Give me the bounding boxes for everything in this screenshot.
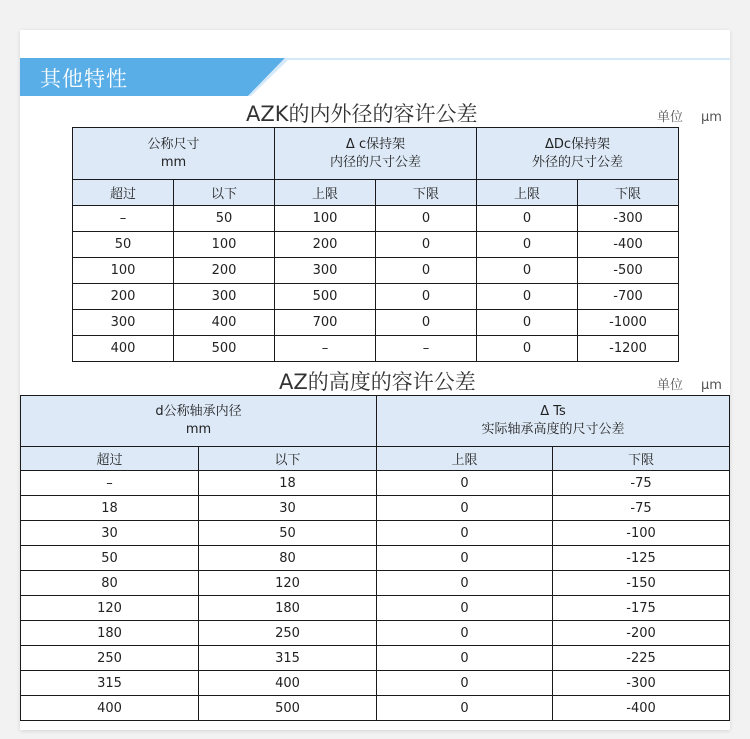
table-cell: 300 — [174, 284, 275, 310]
table-cell: 0 — [477, 336, 578, 362]
table2-subheader-row — [21, 447, 730, 471]
table1-title: AZK的内外径的容许公差 — [246, 102, 478, 126]
table-cell: 700 — [275, 310, 376, 336]
table-cell: 0 — [376, 206, 477, 232]
table-cell: -75 — [553, 471, 730, 496]
section-banner — [20, 58, 730, 96]
table-cell: 300 — [275, 258, 376, 284]
table-cell: 500 — [199, 696, 377, 721]
table-cell: -125 — [553, 546, 730, 571]
table-cell: -1200 — [578, 336, 679, 362]
table1-unit-label: 单位 — [657, 110, 684, 125]
table1-subheader: 下限 — [376, 180, 477, 206]
table-row — [21, 621, 730, 646]
table2-group-header-line2: mm — [185, 422, 212, 437]
table-row — [73, 310, 679, 336]
table1-group-header-line1: ΔDc保持架 — [545, 136, 611, 152]
table-cell: 100 — [73, 258, 174, 284]
table-cell: 300 — [73, 310, 174, 336]
section-title: 其他特性 — [40, 67, 128, 91]
table1-group-header-row — [73, 128, 679, 180]
table-cell: 0 — [377, 621, 553, 646]
table-cell: -1000 — [578, 310, 679, 336]
table1-group-header-line1: Δ c保持架 — [345, 136, 406, 152]
table-cell: 50 — [21, 546, 199, 571]
table-cell: 0 — [377, 496, 553, 521]
table-cell: -300 — [553, 671, 730, 696]
table-cell: 0 — [376, 284, 477, 310]
table-row — [21, 546, 730, 571]
table-cell: 0 — [477, 258, 578, 284]
table-cell: 0 — [376, 258, 477, 284]
table1-subheader: 上限 — [275, 180, 376, 206]
table-cell: 18 — [199, 471, 377, 496]
table-cell: 0 — [477, 284, 578, 310]
table-cell: 200 — [174, 258, 275, 284]
table-cell: -150 — [553, 571, 730, 596]
table-cell: 0 — [377, 696, 553, 721]
table-cell: 0 — [377, 671, 553, 696]
table-cell: 250 — [199, 621, 377, 646]
table2 — [20, 395, 730, 721]
table1-group-header-line2: 内径的尺寸公差 — [330, 154, 422, 170]
table2-unit — [657, 374, 722, 393]
table1-subheader: 下限 — [578, 180, 679, 206]
table1-group-header-line2: mm — [160, 154, 187, 170]
table-cell: 400 — [174, 310, 275, 336]
table-cell: 100 — [275, 206, 376, 232]
table-cell: 100 — [174, 232, 275, 258]
table2-group-header — [377, 396, 730, 447]
table-cell: -400 — [578, 232, 679, 258]
table-cell: 400 — [73, 336, 174, 362]
table-cell: – — [73, 206, 174, 232]
table-cell: 0 — [477, 310, 578, 336]
table1-subheader: 上限 — [477, 180, 578, 206]
table-cell: 0 — [377, 571, 553, 596]
table2-group-header-line2: 实际轴承高度的尺寸公差 — [481, 422, 625, 437]
table-cell: 180 — [21, 621, 199, 646]
table1 — [72, 127, 679, 362]
table-row — [21, 696, 730, 721]
table-cell: -100 — [553, 521, 730, 546]
table2-group-header-line1: Δ Ts — [540, 404, 566, 419]
table-cell: 18 — [21, 496, 199, 521]
table-cell: -75 — [553, 496, 730, 521]
table-cell: – — [21, 471, 199, 496]
table1-subheader-row — [73, 180, 679, 206]
table1-group-header-line1: 公称尺寸 — [147, 136, 200, 152]
table-row — [73, 336, 679, 362]
table-cell: 200 — [73, 284, 174, 310]
table-row — [73, 232, 679, 258]
table-cell: -500 — [578, 258, 679, 284]
table1-subheader: 超过 — [73, 180, 174, 206]
table-cell: 50 — [73, 232, 174, 258]
table2-subheader: 超过 — [21, 447, 199, 471]
table-cell: -700 — [578, 284, 679, 310]
table-cell: 315 — [199, 646, 377, 671]
table-cell: 0 — [377, 471, 553, 496]
table1-group-header — [275, 128, 477, 180]
table2-title: AZ的高度的容许公差 — [279, 370, 476, 394]
table-row — [73, 206, 679, 232]
table-cell: – — [376, 336, 477, 362]
table-cell: 0 — [377, 646, 553, 671]
table-cell: 180 — [199, 596, 377, 621]
table-cell: -200 — [553, 621, 730, 646]
table-cell: -300 — [578, 206, 679, 232]
table-cell: 400 — [21, 696, 199, 721]
table-cell: 50 — [174, 206, 275, 232]
table2-subheader: 下限 — [553, 447, 730, 471]
table-cell: 50 — [199, 521, 377, 546]
table-cell: 80 — [199, 546, 377, 571]
table-cell: -225 — [553, 646, 730, 671]
table2-unit-label: 单位 — [657, 378, 684, 393]
table-cell: 0 — [377, 596, 553, 621]
table-cell: 80 — [21, 571, 199, 596]
table-row — [73, 258, 679, 284]
table2-body — [21, 471, 730, 721]
table1-group-header-line2: 外径的尺寸公差 — [532, 154, 624, 170]
table2-group-header — [21, 396, 377, 447]
table-row — [21, 521, 730, 546]
table-cell: 200 — [275, 232, 376, 258]
table-cell: 400 — [199, 671, 377, 696]
table-row — [21, 471, 730, 496]
table-cell: -400 — [553, 696, 730, 721]
table-row — [73, 284, 679, 310]
table-cell: 315 — [21, 671, 199, 696]
table1-group-header — [73, 128, 275, 180]
table-row — [21, 671, 730, 696]
table-row — [21, 596, 730, 621]
table-row — [21, 571, 730, 596]
table1-subheader: 以下 — [174, 180, 275, 206]
table1-unit — [657, 106, 722, 125]
table-cell: 0 — [377, 521, 553, 546]
table2-subheader: 上限 — [377, 447, 553, 471]
table-cell: 30 — [21, 521, 199, 546]
content-card — [20, 30, 730, 730]
table-cell: 250 — [21, 646, 199, 671]
table1-unit-value: μm — [701, 110, 722, 125]
table-cell: 500 — [275, 284, 376, 310]
table-cell: 120 — [199, 571, 377, 596]
table-cell: 0 — [477, 232, 578, 258]
table-row — [21, 496, 730, 521]
table2-group-header-line1: d公称轴承内径 — [155, 404, 242, 419]
table-cell: 500 — [174, 336, 275, 362]
table1-group-header — [477, 128, 679, 180]
table-row — [21, 646, 730, 671]
table-cell: 0 — [477, 206, 578, 232]
table-cell: -175 — [553, 596, 730, 621]
table-cell: 120 — [21, 596, 199, 621]
table-cell: – — [275, 336, 376, 362]
table1-body — [73, 206, 679, 362]
table-cell: 0 — [376, 310, 477, 336]
table2-group-header-row — [21, 396, 730, 447]
table-cell: 0 — [376, 232, 477, 258]
table2-subheader: 以下 — [199, 447, 377, 471]
table-cell: 30 — [199, 496, 377, 521]
table-cell: 0 — [377, 546, 553, 571]
table2-unit-value: μm — [701, 378, 722, 393]
